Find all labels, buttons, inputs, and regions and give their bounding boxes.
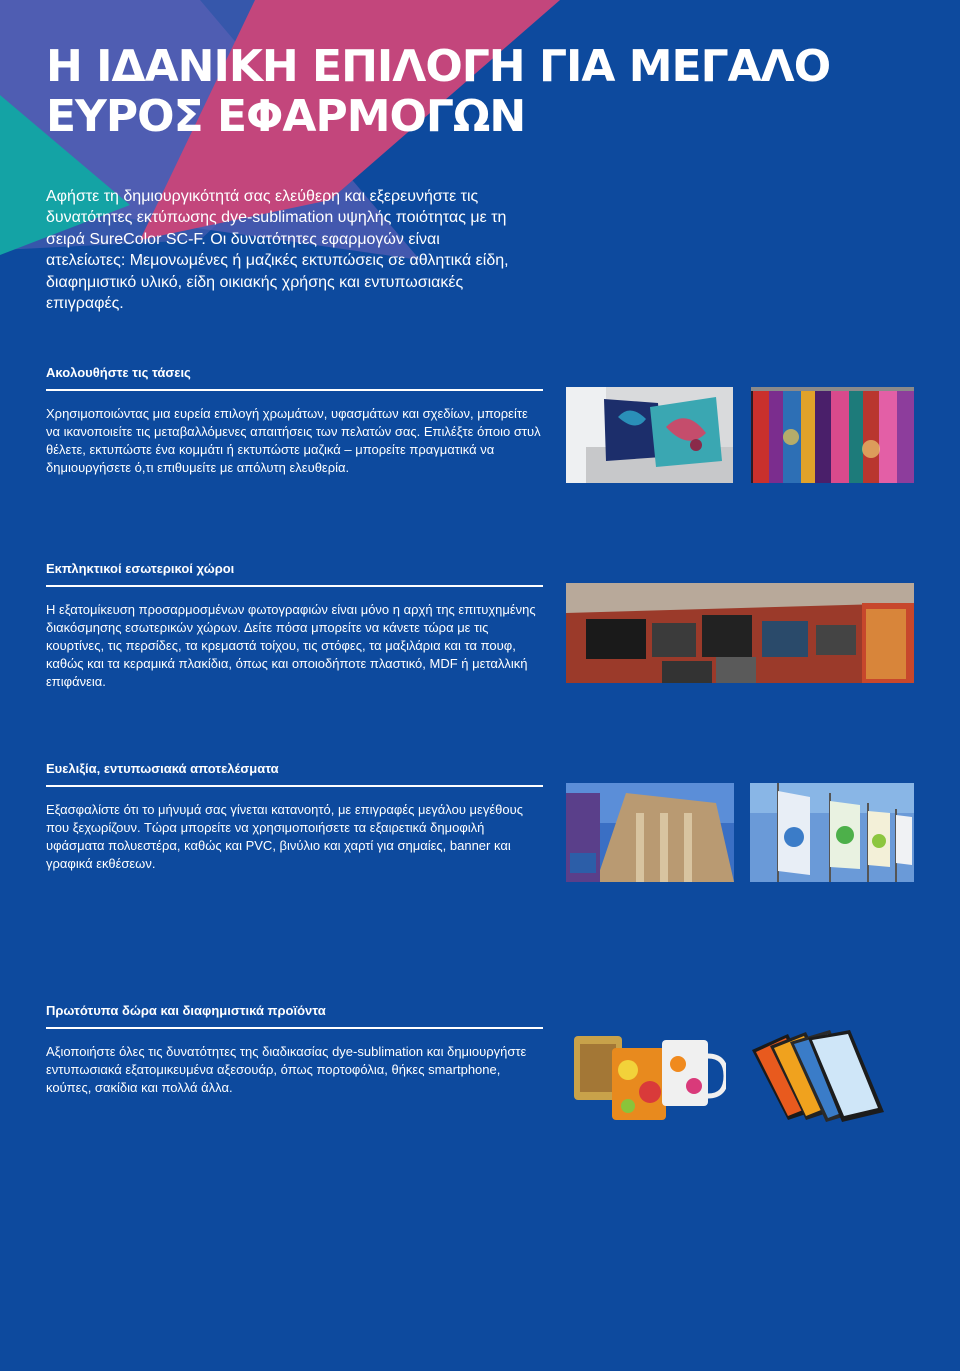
street-flags-photo	[750, 783, 914, 882]
building-banner-photo	[566, 783, 734, 882]
section-heading: Ευελιξία, εντυπωσιακά αποτελέσματα	[46, 760, 543, 787]
section-body: Χρησιμοποιώντας μια ευρεία επιλογή χρωμάτων, υφασμάτων και σχεδίων, μπορείτε να ικανοποιείτε τις μεταβαλλόμενες απαιτήσεις των πελατών σας. Επιλέξτε όποιο στυλ θέλετε, εκτυπώστε ένα κομμάτι ή εκτυπώστε μαζικά – μπορείτε πραγματικά να δημιουργήσετε ό,τι επιθυμείτε με απόλυτη ελευθερία.	[46, 406, 541, 475]
printed-garments-rack-photo	[751, 387, 914, 483]
section-trends	[46, 364, 543, 477]
interior-wall-prints-photo	[566, 583, 914, 683]
section-heading: Εκπληκτικοί εσωτερικοί χώροι	[46, 560, 543, 587]
section-heading: Ακολουθήστε τις τάσεις	[46, 364, 543, 391]
page-title	[46, 42, 846, 142]
printed-cushions-photo	[566, 387, 733, 483]
section-body: Εξασφαλίστε ότι το μήνυμά σας γίνεται κατανοητό, με επιγραφές μεγάλου μεγέθους που ξεχωρίζουν. Τώρα μπορείτε να χρησιμοποιήσετε τα εξαιρετικά δημοφιλή υφάσματα πολυεστέρα, καθώς και PVC, βινύλιο και χαρτί για σημαίες, banner και γραφικά εκθέσεων.	[46, 802, 523, 871]
intro-paragraph: Αφήστε τη δημιουργικότητά σας ελεύθερη και εξερευνήστε τις δυνατότητες εκτύπωσης dye-sublimation υψηλής ποιότητας με τη σειρά SureColor SC-F. Οι δυνατότητες εφαρμογών είναι ατελείωτες: Μεμονωμένες ή μαζικές εκτυπώσεις σε αθλητικά είδη, διαφημιστικό υλικό, είδη οικιακής χρήσης και εντυπωσιακές επιγραφές.	[46, 188, 509, 313]
section-heading: Πρωτότυπα δώρα και διαφημιστικά προϊόντα	[46, 1002, 543, 1029]
page-title-line-2: ΕΥΡΟΣ ΕΦΑΡΜΟΓΩΝ	[46, 91, 526, 142]
printed-mugs-photo	[566, 1026, 726, 1128]
section-gifts	[46, 1002, 543, 1097]
section-interiors	[46, 560, 543, 691]
section-signage	[46, 760, 543, 873]
page-title-line-1: Η ΙΔΑΝΙΚΗ ΕΠΙΛΟΓΗ ΓΙΑ ΜΕΓΑΛΟ	[46, 41, 831, 92]
tablet-cases-photo	[750, 1030, 886, 1122]
section-body: Η εξατομίκευση προσαρμοσμένων φωτογραφιών είναι μόνο η αρχή της επιτυχημένης διακόσμησης εσωτερικών χώρων. Δείτε πόσα μπορείτε να κάνετε τώρα με τις κουρτίνες, τις περσίδες, τα κρεμαστά τοίχου, τις στόφες, τα μαξιλάρια και τα πουφ, καθώς και τα κεραμικά πλακίδια, όπως και οποιοδήποτε πλαστικό, MDF ή μεταλλική επιφάνεια.	[46, 602, 536, 689]
section-body: Αξιοποιήστε όλες τις δυνατότητες της διαδικασίας dye-sublimation και δημιουργήστε εντυπωσιακά εξατομικευμένα αξεσουάρ, όπως πορτοφόλια, θήκες smartphone, κούπες, σακίδια και πολλά άλλα.	[46, 1044, 527, 1095]
